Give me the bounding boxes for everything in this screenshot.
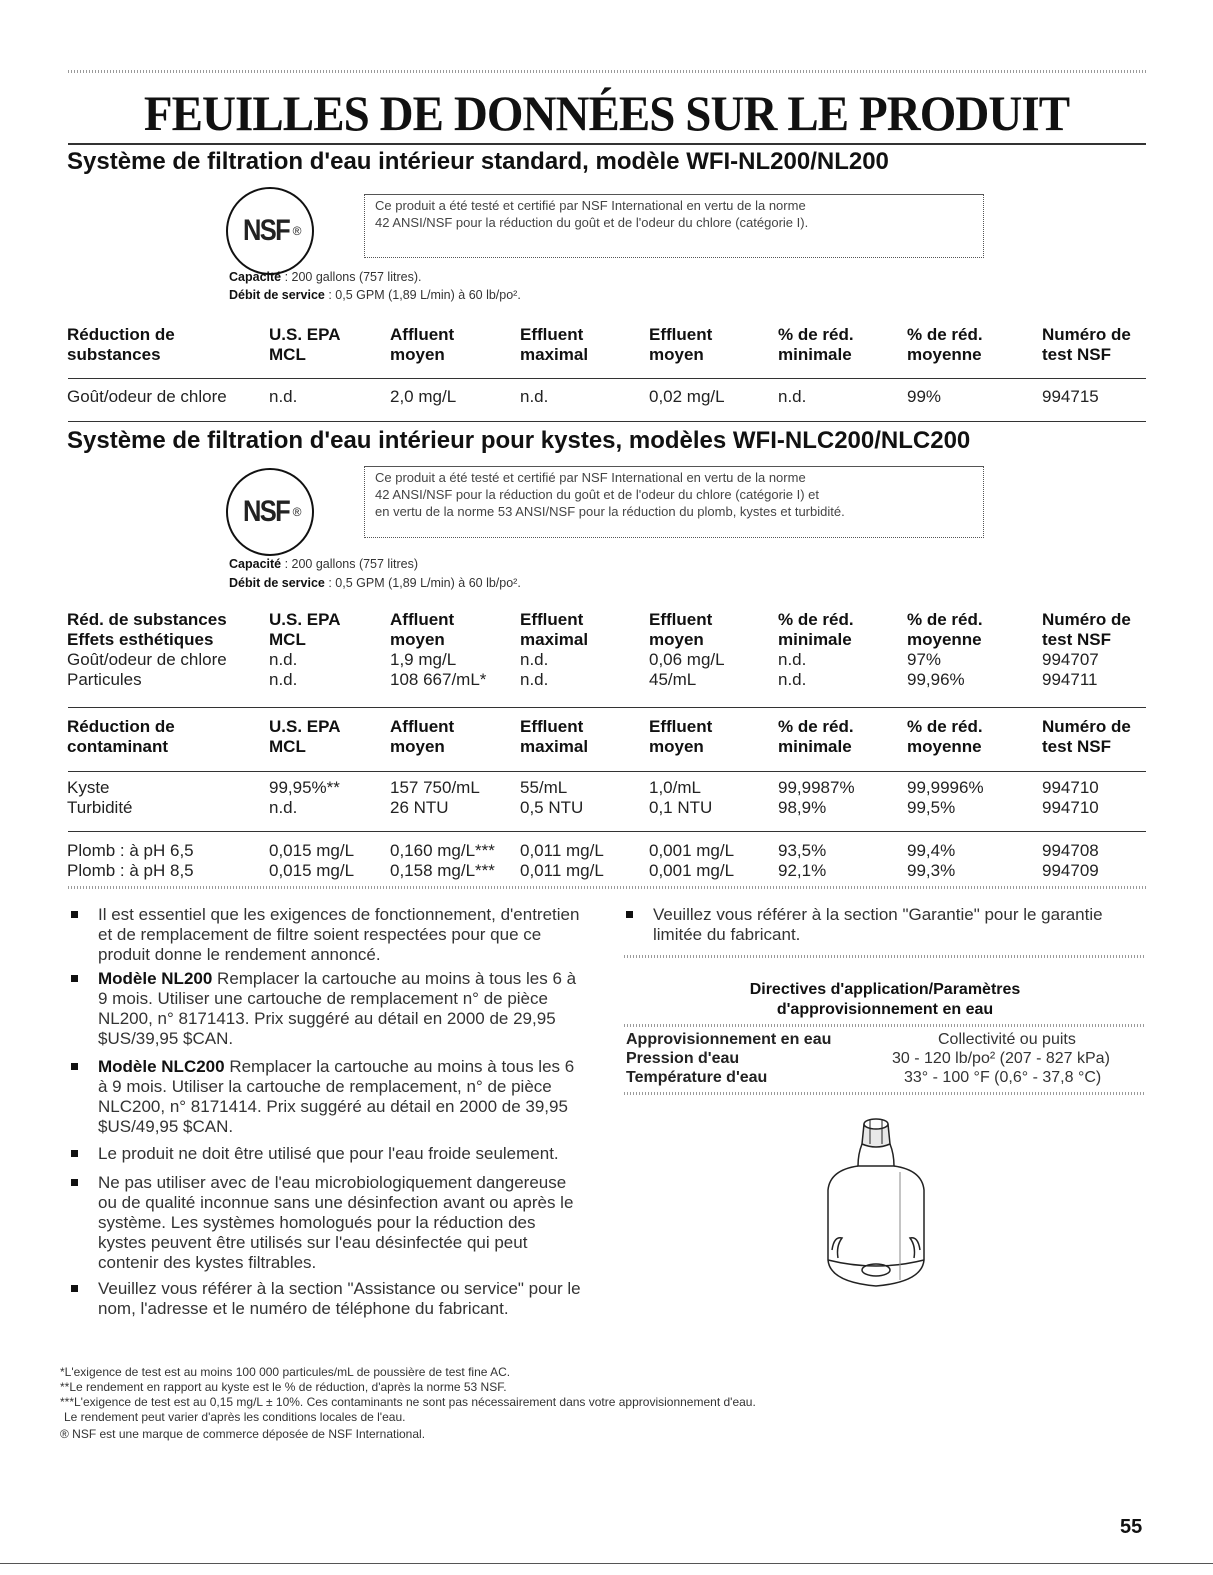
directives-label: Température d'eau <box>626 1069 768 1086</box>
cert-line: 42 ANSI/NSF pour la réduction du goût et de l'odeur du chlore (catégorie I). <box>375 215 809 230</box>
bullet-text: Il est essentiel que les exigences de fonctionnement, d'entretien et de remplacement de filtre soient respectées pour que ce produit donne le rendement annoncé. <box>98 905 580 964</box>
table-rule <box>68 831 1146 832</box>
table-row <box>67 798 1152 818</box>
table-header-row <box>67 610 1152 650</box>
table-cell: 1,0/mL <box>649 778 701 797</box>
table-cell: 994715 <box>1042 387 1099 406</box>
table-cell: Plomb : à pH 8,5 <box>67 861 194 880</box>
col-header: Numéro de test NSF <box>1042 610 1131 649</box>
table-cell: 45/mL <box>649 670 697 689</box>
bullet-square-icon <box>71 911 78 918</box>
section2-heading: Système de filtration d'eau intérieur pour kystes, modèles WFI-NLC200/NLC200 <box>67 427 971 454</box>
directives-heading-line: Directives d'application/Paramètres <box>749 981 1021 998</box>
table-row <box>67 670 1152 690</box>
table-cell: 99,5% <box>907 798 956 817</box>
section1-heading: Système de filtration d'eau intérieur standard, modèle WFI-NL200/NL200 <box>67 148 889 175</box>
table-cell: n.d. <box>269 670 298 689</box>
capacity-label: Capacité <box>229 557 282 571</box>
table-rule <box>68 771 1146 772</box>
dotted-rule <box>624 1024 1146 1027</box>
bottom-rule <box>0 1563 1213 1564</box>
table-cell: n.d. <box>269 650 298 669</box>
footnote: ® NSF est une marque de commerce déposée de NSF International. <box>60 1427 426 1441</box>
directives-value: Collectivité ou puits <box>938 1031 1076 1048</box>
col-header: % de réd. minimale <box>778 610 854 649</box>
table-cell: 99,96% <box>907 670 965 689</box>
table-cell: Plomb : à pH 6,5 <box>67 841 194 860</box>
bullet-text: Le produit ne doit être utilisé que pour l'eau froide seulement. <box>98 1144 559 1163</box>
table-cell: 0,001 mg/L <box>649 841 735 860</box>
title-rule <box>68 143 1146 145</box>
nsf-logo-text: NSF <box>242 495 289 528</box>
cert-line: en vertu de la norme 53 ANSI/NSF pour la réduction du plomb, kystes et turbidité. <box>375 504 845 519</box>
table-row <box>67 778 1152 798</box>
cert-line: 42 ANSI/NSF pour la réduction du goût et de l'odeur du chlore (catégorie I) et <box>375 487 820 502</box>
nsf-logo-text: NSF <box>242 214 289 247</box>
table-cell: 0,015 mg/L <box>269 841 355 860</box>
col-header: Affluent moyen <box>390 325 455 364</box>
section2-table2 <box>67 778 1152 818</box>
col-header: Effluent moyen <box>649 717 713 756</box>
footnote: ***L'exigence de test est au 0,15 mg/L ± 10%. Ces contaminants ne sont pas nécessairement dans votre approvisionnement d'eau. <box>60 1395 756 1409</box>
dotted-rule <box>624 1092 1146 1095</box>
nsf-logo: NSF ® <box>226 187 314 275</box>
certification-box <box>364 466 984 538</box>
table-row <box>67 387 1152 407</box>
col-header: % de réd. moyenne <box>907 325 983 364</box>
table-cell: 99,4% <box>907 841 956 860</box>
directives-heading <box>624 980 1146 1020</box>
bullet-square-icon <box>71 1179 78 1186</box>
table-cell: 26 NTU <box>390 798 449 817</box>
bullet-text: Veuillez vous référer à la section "Assistance ou service" pour le nom, l'adresse et le numéro de téléphone du fabricant. <box>98 1279 581 1318</box>
table-cell: 994710 <box>1042 778 1099 797</box>
cert-line: Ce produit a été testé et certifié par NSF International en vertu de la norme <box>375 198 806 213</box>
section2-table2-header <box>67 717 1152 757</box>
col-header: Réduction de substances <box>67 325 175 364</box>
table-cell: n.d. <box>269 387 298 406</box>
bullet-text: Veuillez vous référer à la section "Garantie" pour le garantie limitée du fabricant. <box>653 905 1103 944</box>
section2-table3 <box>67 841 1152 881</box>
col-header: U.S. EPA MCL <box>269 717 341 756</box>
table-cell: 93,5% <box>778 841 827 860</box>
dotted-rule <box>624 955 1146 958</box>
table-cell: Particules <box>67 670 142 689</box>
table-cell: n.d. <box>269 798 298 817</box>
flow-value: : 0,5 GPM (1,89 L/min) à 60 lb/po². <box>324 288 521 302</box>
capacity <box>229 270 421 284</box>
flow-label: Débit de service <box>229 576 325 590</box>
bullet-square-icon <box>71 1150 78 1157</box>
table-cell: 157 750/mL <box>390 778 480 797</box>
col-header: Effluent moyen <box>649 325 713 364</box>
table-cell: 0,158 mg/L*** <box>390 861 495 880</box>
directives-row <box>626 1049 1144 1068</box>
table-cell: 92,1% <box>778 861 827 880</box>
table-cell: 108 667/mL* <box>390 670 487 689</box>
table-cell: 994711 <box>1042 670 1098 689</box>
table-header-row <box>67 717 1152 757</box>
certification-box <box>364 194 984 258</box>
capacity-value: : 200 gallons (757 litres). <box>281 270 422 284</box>
table-cell: 994707 <box>1042 650 1099 669</box>
section1-table <box>67 325 1152 365</box>
col-header: % de réd. minimale <box>778 717 854 756</box>
flow-rate <box>229 288 521 302</box>
table-cell: 0,02 mg/L <box>649 387 725 406</box>
bullet-item <box>98 1279 588 1319</box>
table-header-row <box>67 325 1152 365</box>
table-cell: 1,9 mg/L <box>390 650 457 669</box>
col-header: Réduction de contaminant <box>67 717 175 756</box>
filter-cartridge-illustration <box>810 1110 950 1295</box>
table-row <box>67 861 1152 881</box>
table-cell: n.d. <box>520 670 549 689</box>
directives-value: 30 - 120 lb/po² (207 - 827 kPa) <box>892 1050 1110 1067</box>
table-cell: n.d. <box>520 387 549 406</box>
table-cell: 0,001 mg/L <box>649 861 735 880</box>
table-cell: 994709 <box>1042 861 1099 880</box>
col-header: Numéro de test NSF <box>1042 325 1131 364</box>
table-cell: 0,015 mg/L <box>269 861 355 880</box>
footnote: Le rendement peut varier d'après les conditions locales de l'eau. <box>64 1410 406 1424</box>
nsf-logo: NSF ® <box>226 468 314 556</box>
flow-value: : 0,5 GPM (1,89 L/min) à 60 lb/po². <box>324 576 521 590</box>
bullet-text: Ne pas utiliser avec de l'eau microbiologiquement dangereuse ou de qualité inconnue sans une désinfection avant ou après le système. Les systèmes homologués pour la réduction des kystes peuvent être utilisés sur l'eau désinfectée qui peut contenir des kystes filtrables. <box>98 1173 574 1272</box>
directives-value: 33° - 100 °F (0,6° - 37,8 °C) <box>904 1069 1102 1086</box>
cert-line: Ce produit a été testé et certifié par NSF International en vertu de la norme <box>375 470 806 485</box>
col-header: Effluent maximal <box>520 610 589 649</box>
flow-rate <box>229 576 521 590</box>
section-rule <box>68 421 1146 422</box>
col-header: % de réd. minimale <box>778 325 854 364</box>
table-row <box>67 650 1152 670</box>
bullet-item <box>98 905 588 965</box>
col-header: Affluent moyen <box>390 717 455 756</box>
table-cell: 0,160 mg/L*** <box>390 841 495 860</box>
directives-label: Pression d'eau <box>626 1050 740 1067</box>
page-number: 55 <box>1120 1516 1143 1538</box>
col-header: % de réd. moyenne <box>907 610 983 649</box>
capacity-value: : 200 gallons (757 litres) <box>281 557 418 571</box>
table-cell: 99,9987% <box>778 778 855 797</box>
bullet-square-icon <box>71 1063 78 1070</box>
bullet-item <box>653 905 1143 945</box>
table-cell: Goût/odeur de chlore <box>67 650 227 669</box>
bullet-bold: Modèle NLC200 <box>98 1057 225 1076</box>
bullet-square-icon <box>71 1285 78 1292</box>
table-cell: 98,9% <box>778 798 827 817</box>
col-header: Numéro de test NSF <box>1042 717 1131 756</box>
page-title: FEUILLES DE DONNÉES SUR LE PRODUIT <box>143 85 1070 141</box>
table-cell: 994710 <box>1042 798 1099 817</box>
table-rule <box>68 378 1146 379</box>
flow-label: Débit de service <box>229 288 325 302</box>
table-cell: Goût/odeur de chlore <box>67 387 227 406</box>
table-cell: 97% <box>907 650 942 669</box>
table-cell: 99,95%** <box>269 778 340 797</box>
table-cell: Turbidité <box>67 798 133 817</box>
table-row <box>67 841 1152 861</box>
directives-row <box>626 1068 1144 1087</box>
bullet-item <box>98 969 588 1049</box>
col-header: Effluent maximal <box>520 325 589 364</box>
table-cell: 0,1 NTU <box>649 798 713 817</box>
bullet-item <box>98 1057 588 1137</box>
bullet-item <box>98 1144 588 1164</box>
top-dotted-rule <box>68 70 1146 73</box>
table-cell: n.d. <box>778 650 807 669</box>
bullet-square-icon <box>626 911 633 918</box>
table-rule <box>68 707 1146 708</box>
table-cell: n.d. <box>520 650 549 669</box>
table-cell: 0,011 mg/L <box>520 861 604 880</box>
directives-label: Approvisionnement en eau <box>626 1031 832 1048</box>
capacity <box>229 557 418 571</box>
footnote: **Le rendement en rapport au kyste est le % de réduction, d'après la norme 53 NSF. <box>60 1380 507 1394</box>
col-header: U.S. EPA MCL <box>269 325 341 364</box>
table-cell: 0,011 mg/L <box>520 841 604 860</box>
table-cell: 2,0 mg/L <box>390 387 457 406</box>
capacity-label: Capacité <box>229 270 282 284</box>
table-cell: 0,06 mg/L <box>649 650 725 669</box>
col-header: Réd. de substances Effets esthétiques <box>67 610 227 649</box>
directives-heading-line: d'approvisionnement en eau <box>776 1001 994 1018</box>
footnote: *L'exigence de test est au moins 100 000 particules/mL de poussière de test fine AC. <box>60 1365 511 1379</box>
col-header: Effluent maximal <box>520 717 589 756</box>
section2-table1 <box>67 610 1152 690</box>
bullet-item <box>98 1173 588 1273</box>
bullet-text: Remplacer la cartouche au moins à tous les 6 à 9 mois. Utiliser la cartouche de remplacement, n° de pièce NLC200, n° 8171414. Prix suggéré au détail en 2000 de 39,95 $US/49,95 $CAN. <box>98 1057 575 1136</box>
col-header: Affluent moyen <box>390 610 455 649</box>
table-cell: 99,3% <box>907 861 956 880</box>
table-cell: n.d. <box>778 670 807 689</box>
table-cell: Kyste <box>67 778 110 797</box>
bullet-text: Remplacer la cartouche au moins à tous les 6 à 9 mois. Utiliser une cartouche de remplacement n° de pièce NL200, n° 8171413. Prix suggéré au détail en 2000 de 29,95 $US/39,95 $CAN. <box>98 969 577 1048</box>
table-cell: 55/mL <box>520 778 568 797</box>
table-cell: 99% <box>907 387 942 406</box>
table-cell: 99,9996% <box>907 778 984 797</box>
table-cell: 0,5 NTU <box>520 798 584 817</box>
col-header: Effluent moyen <box>649 610 713 649</box>
bullet-bold: Modèle NL200 <box>98 969 213 988</box>
bullet-square-icon <box>71 975 78 982</box>
table-cell: 994708 <box>1042 841 1099 860</box>
dotted-rule <box>68 886 1146 889</box>
section1-data <box>67 387 1152 407</box>
directives-row <box>626 1030 1144 1049</box>
col-header: % de réd. moyenne <box>907 717 983 756</box>
col-header: U.S. EPA MCL <box>269 610 341 649</box>
table-cell: n.d. <box>778 387 807 406</box>
